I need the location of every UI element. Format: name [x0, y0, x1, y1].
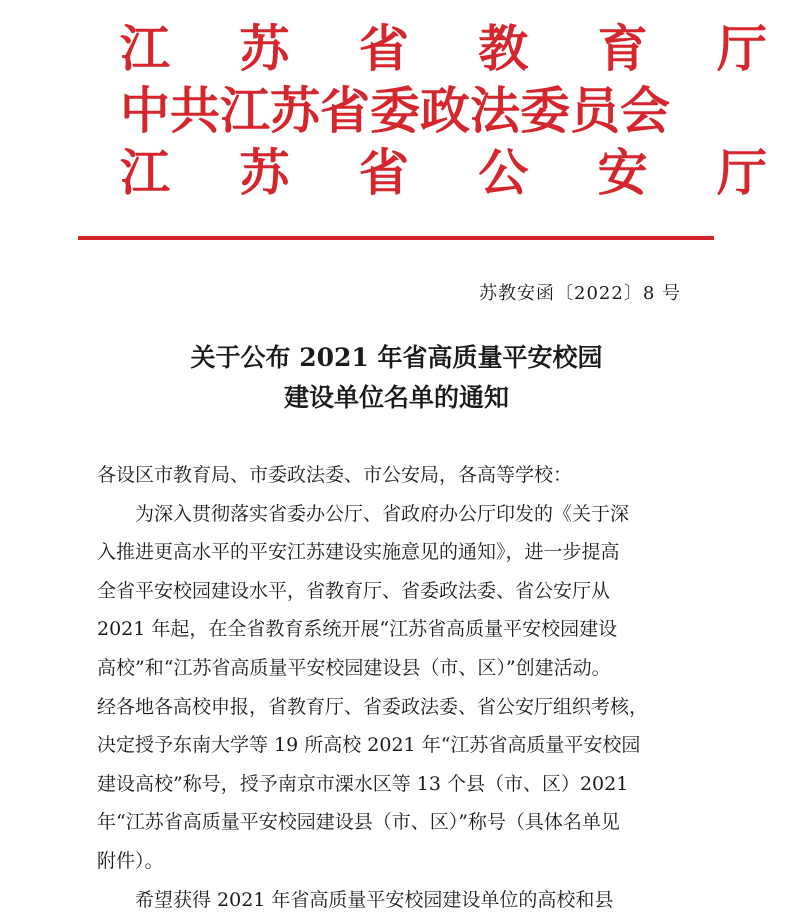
paragraph-1-line: 2021 年起，在全省教育系统开展“江苏省高质量平安校园建设 [97, 618, 618, 641]
masthead-line-public-security-dept: 江 苏 省 公 安 厅 [120, 143, 793, 202]
paragraph-2-line: 希望获得 2021 年省高质量平安校园建设单位的高校和县 [135, 888, 614, 911]
title-line-1: 关于公布 2021 年省高质量平安校园 [190, 343, 603, 372]
paragraph-1-line: 附件）。 [97, 849, 164, 872]
paragraph-1-line: 全省平安校园建设水平，省教育厅、省委政法委、省公安厅从 [97, 579, 611, 602]
red-separator-line [78, 236, 714, 240]
paragraph-1-line: 为深入贯彻落实省委办公厅、省政府办公厅印发的《关于深 [135, 502, 630, 525]
paragraph-1-line: 经各地各高校申报，省教育厅、省委政法委、省公安厅组织考核， [97, 695, 649, 718]
document-number: 苏教安函〔2022〕8 号 [479, 283, 681, 304]
paragraph-1-line: 决定授予东南大学等 19 所高校 2021 年“江苏省高质量平安校园 [97, 734, 641, 757]
document-title [0, 338, 793, 418]
masthead-line-political-legal-committee: 中共江苏省委政法委员会 [120, 81, 670, 140]
paragraph-1-line: 入推进更高水平的平安江苏建设实施意见的通知》，进一步提高 [97, 541, 620, 564]
document-body [97, 456, 697, 919]
title-line-2: 建设单位名单的通知 [283, 383, 509, 412]
masthead [120, 18, 793, 204]
paragraph-1-line: 建设高校”称号，授予南京市溧水区等 13 个县（市、区）2021 [97, 772, 629, 795]
paragraph-1-line: 年“江苏省高质量平安校园建设县（市、区）”称号（具体名单见 [97, 811, 620, 834]
masthead-line-education-dept: 江 苏 省 教 育 厅 [120, 19, 793, 78]
paragraph-1-line: 高校”和“江苏省高质量平安校园建设县（市、区）”创建活动。 [97, 656, 611, 679]
salutation: 各设区市教育局、市委政法委、市公安局，各高等学校： [97, 464, 573, 486]
